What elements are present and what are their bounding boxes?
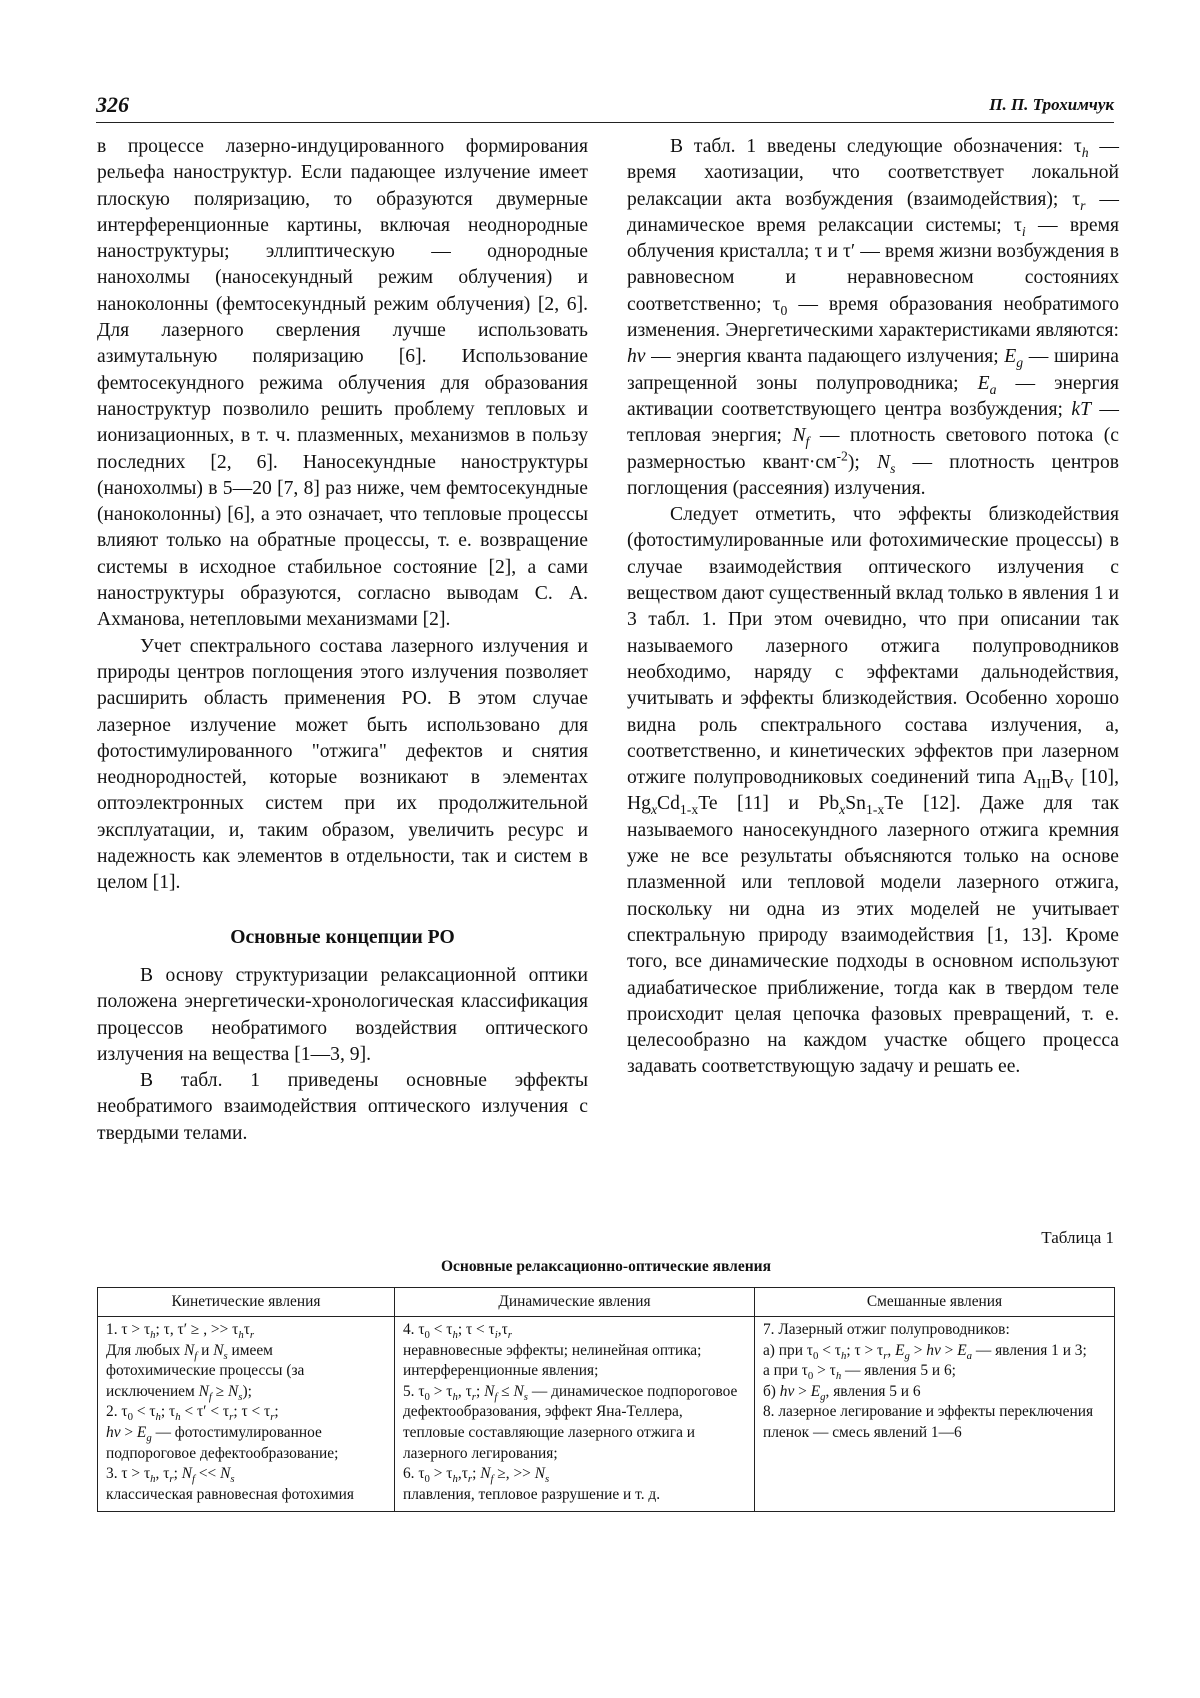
page-header — [96, 92, 1114, 123]
table-label: Таблица 1 — [1041, 1228, 1114, 1247]
paragraph: в процессе лазерно-индуцированного формирования рельефа наноструктур. Если падающее излучение имеет плоскую поляризацию, то образуются двумерные интерференционные картины, включая неоднородные наноструктуры; эллиптическую — однородные нанохолмы (наносекундный режим облучения) и наноколонны (фемтосекундный режим облучения) [2, 6]. Для лазерного сверления лучше использовать азимутальную поляризацию [6]. Использование фемтосекундного режима облучения для образования наноструктур позволило решить проблему тепловых и ионизационных, в т. ч. плазменных, механизмов в пользу последних [2, 6]. Наносекундные наноструктуры (нанохолмы) в 5—20 [7, 8] раз ниже, чем фемтосекундные (наноколонны) [6], а это означает, что тепловые процессы влияют только на обратные процессы, т. е. возвращение системы в исходное стабильное состояние [2], а сами наноструктуры образуются, согласно выводам С. А. Ахманова, нетепловыми механизмами [2]. — [97, 136, 588, 631]
page-number: 326 — [96, 92, 129, 117]
column-header: Смешанные явления — [754, 1288, 1114, 1317]
column-header: Динамические явления — [394, 1288, 754, 1317]
running-author: П. П. Трохимчук — [989, 95, 1114, 114]
paragraph-notation: В табл. 1 введены следующие обозначения: $\tau_h$ — время хаотизации, что соответствует локальной релаксации акта возбуждения (взаимодействия); $\tau_r$ — динамическое время релаксации системы; $\tau_i$ — время облучения кристалла; τ и τ′ — время жизни возбуждения в равновесном и неравновесном состояниях соответственно; $\tau_0$ — время образования необратимого изменения. Энергетическими характеристиками являются: hν — энергия кванта падающего излучения; $E_g$ — ширина запрещенной зоны полупроводника; $E_a$ — энергия активации соответствующего центра возбуждения; kT — тепловая энергия; $N_f$ — плотность светового потока (с размерностью $квант\cdot см^{-2}$); $N_s$ — плотность центров поглощения (рассеяния) излучения. — [627, 136, 1120, 499]
paragraph-remark: Следует отметить, что эффекты близкодействия (фотостимулированные или фотохимические процессы) в случае взаимодействия оптического излучения с веществом дают существенный вклад только в явления 1 и 3 табл. 1. При этом очевидно, что при описании так называемого лазерного отжига полупроводников необходимо, наряду с эффектами дальнодействия, учитывать и эффекты близкодействия. Особенно хорошо видна роль спектрального состава излучения, а, соответственно, и кинетических эффектов при лазерном отжиге полупроводниковых соединений типа $A_{III}B_V$ [10], $Hg_xCd_{1-x}Te$ [11] и $Pb_xSn_{1-x}Te$ [12]. Даже для так называемого наносекундного лазерного отжига кремния уже не все результаты объясняются только на основе плазменной или тепловой модели лазерного отжига, поскольку ни одна из этих моделей не учитывает спектральную природу взаимодействия [1, 13]. Кроме того, все динамические подходы в основном используют адиабатическое приближение, тогда как в твердом теле происходит целая цепочка фазовых превращений, т. е. целесообразно на каждом участке общего процесса задавать соответствующую задачу и решать ее. — [627, 504, 1119, 1078]
table-title: Основные релаксационно-оптические явления — [441, 1258, 771, 1275]
mixed-cell: 7. Лазерный отжиг полупроводников: а) при $\tau_0 < \tau_h$; $\tau > \tau_r$, $E_g > h\nu > E_a$ — явления 1 и 3; а при $\tau_0 > \tau_h$ — явления 5 и 6; б) $h\nu > E_g$, явления 5 и 6 8. лазерное легирование и эффекты переключения пленок — смесь явлений 1—6 — [754, 1317, 1114, 1512]
section-title: Основные концепции РО — [230, 926, 455, 948]
left-column — [97, 134, 588, 1147]
table-row — [98, 1317, 1115, 1512]
dynamic-cell: 4. $\tau_0 < \tau_h$; $\tau < \tau_i,\tau_r$ неравновесные эффекты; нелинейная оптика; интерференционные явления; 5. $\tau_0 > \tau_h$, $\tau_r$; $N_f \le N_s$ — динамическое подпороговое дефектообразования, эффект Яна-Теллера, тепловые составляющие лазерного отжига и лазерного легирования; 6. $\tau_0 > \tau_h,\tau_r$; $N_f$ ≥, >> $N_s$ плавления, тепловое разрушение и т. д. — [394, 1317, 754, 1512]
paragraph: В табл. 1 приведены основные эффекты необратимого взаимодействия оптического излучения с твердыми телами. — [97, 1070, 588, 1144]
table-header-row — [98, 1288, 1115, 1317]
paragraph: Учет спектрального состава лазерного излучения и природы центров поглощения этого излучения позволяет расширить область применения РО. В этом случае лазерное излучение может быть использовано для фотостимулированного "отжига" дефектов и снятия неоднородностей, которые возникают в элементах оптоэлектронных систем при их продолжительной эксплуатации, и, таким образом, увеличить ресурс и надежность как элементов в отдельности, так и систем в целом [1]. — [97, 635, 588, 894]
paragraph: В основу структуризации релаксационной оптики положена энергетически-хронологическая классификация процессов необратимого воздействия оптического излучения на вещества [1—3, 9]. — [97, 964, 588, 1065]
kinetic-cell: 1. $\tau > \tau_h$; τ, τ′ ≥ , >> $\tau_h\tau_r$ Для любых $N_f$ и $N_s$ имеем фотохимические процессы (за исключением $N_f \ge N_s$); 2. $\tau_0 < \tau_h$; $\tau_h < \tau' < \tau_r$; $\tau < \tau_r$; $h\nu > E_g$ — фотостимулированное подпороговое дефектообразование; 3. $\tau > \tau_h$, $\tau_r$; $N_f << N_s$ классическая равновесная фотохимия — [98, 1317, 395, 1512]
relaxation-phenomena-table — [97, 1287, 1115, 1512]
column-header: Кинетические явления — [98, 1288, 395, 1317]
right-column — [627, 134, 1119, 1081]
